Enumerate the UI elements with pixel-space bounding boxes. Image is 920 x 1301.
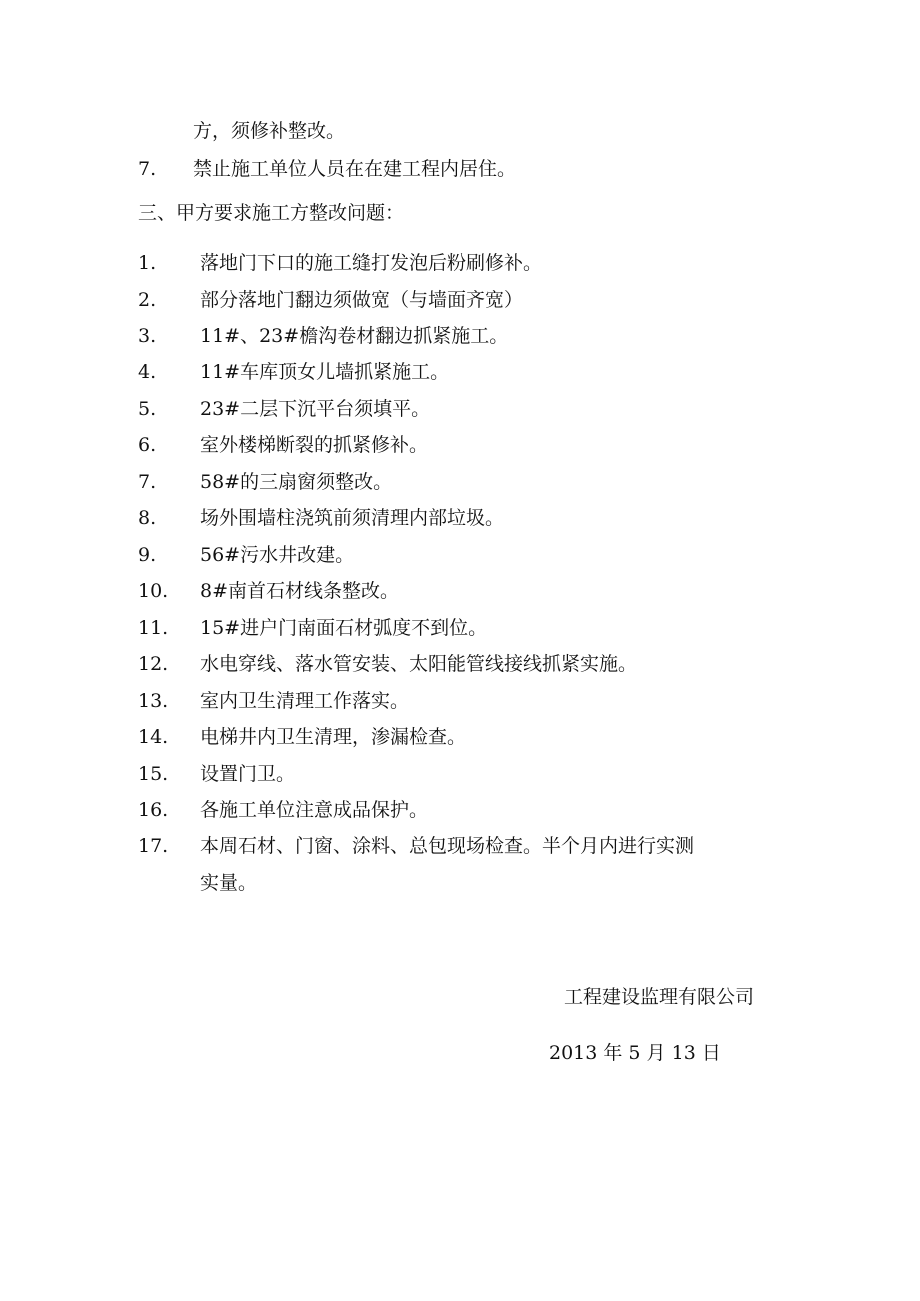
list-item-number: 9. <box>138 544 157 566</box>
list-item-number: 3. <box>138 325 157 347</box>
list-item-text: 本周石材、门窗、涂料、总包现场检查。半个月内进行实测 <box>200 835 695 857</box>
company-name: 工程建设监理有限公司 <box>564 986 755 1008</box>
list-item-text: 设置门卫。 <box>200 763 296 785</box>
list-item-text: 室外楼梯断裂的抓紧修补。 <box>200 434 429 456</box>
list-item-number: 10. <box>138 580 169 602</box>
list-item-text: 56#污水井改建。 <box>200 544 355 566</box>
list-item-text: 落地门下口的施工缝打发泡后粉刷修补。 <box>200 252 543 274</box>
list-item-number: 5. <box>138 398 157 420</box>
list-item-text: 室内卫生清理工作落实。 <box>200 690 410 712</box>
list-item-text-continued: 实量。 <box>200 872 258 894</box>
list-item-number: 15. <box>138 763 169 785</box>
list-item-number: 12. <box>138 653 169 675</box>
list-item-text: 11#、23#檐沟卷材翻边抓紧施工。 <box>200 325 509 347</box>
list-item-text: 场外围墙柱浇筑前须清理内部垃圾。 <box>200 507 505 529</box>
list-item-number: 6. <box>138 434 157 456</box>
list-item-number: 7. <box>138 158 157 180</box>
list-item-text: 电梯井内卫生清理，渗漏检查。 <box>200 726 467 748</box>
list-item-text: 23#二层下沉平台须填平。 <box>200 398 431 420</box>
list-item-number: 8. <box>138 507 157 529</box>
list-item-text: 8#南首石材线条整改。 <box>200 580 400 602</box>
list-item-number: 16. <box>138 799 169 821</box>
list-item-number: 11. <box>138 617 169 639</box>
document-date: 2013 年 5 月 13 日 <box>549 1042 721 1064</box>
list-item-number: 2. <box>138 289 157 311</box>
list-item-number: 4. <box>138 361 157 383</box>
list-item-number: 7. <box>138 471 157 493</box>
list-item-text: 部分落地门翻边须做宽（与墙面齐宽） <box>200 289 524 311</box>
list-item-text: 15#进户门南面石材弧度不到位。 <box>200 617 488 639</box>
list-item-number: 17. <box>138 835 169 857</box>
list-item-number: 1. <box>138 252 157 274</box>
list-item-text: 各施工单位注意成品保护。 <box>200 799 429 821</box>
list-item-text: 水电穿线、落水管安装、太阳能管线接线抓紧实施。 <box>200 653 638 675</box>
list-item-number: 14. <box>138 726 169 748</box>
list-item-text: 11#车库顶女儿墙抓紧施工。 <box>200 361 450 383</box>
list-item-text: 58#的三扇窗须整改。 <box>200 471 393 493</box>
continuation-tail: 方，须修补整改。 <box>193 120 346 142</box>
list-item-text: 禁止施工单位人员在在建工程内居住。 <box>193 158 517 180</box>
list-item-number: 13. <box>138 690 169 712</box>
section-heading: 三、甲方要求施工方整改问题： <box>138 202 405 224</box>
